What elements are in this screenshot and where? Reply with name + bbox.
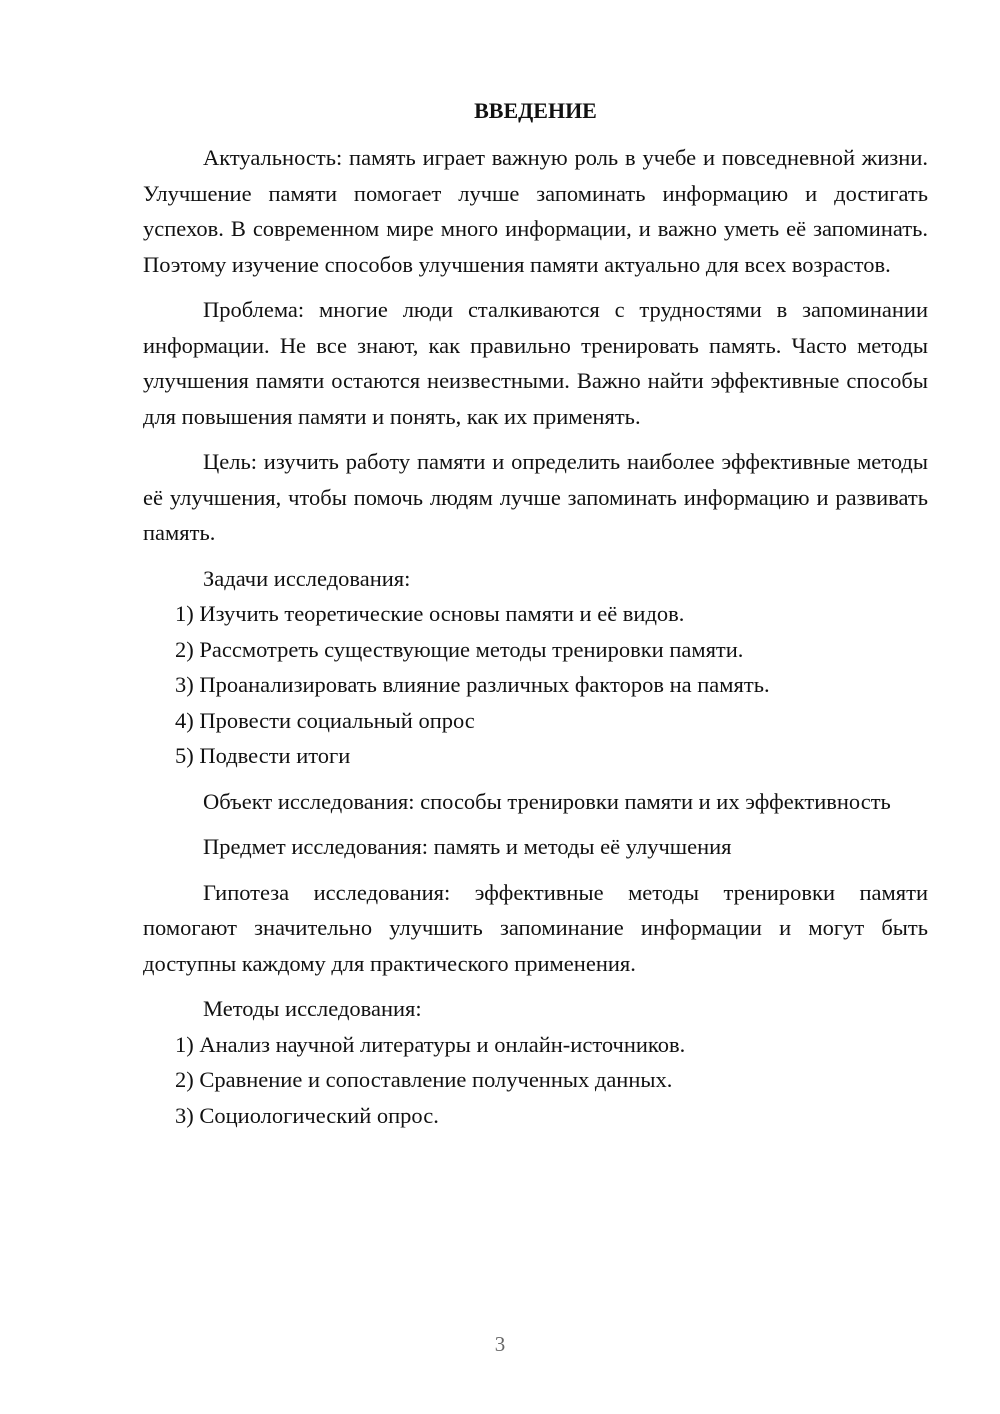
section-title: ВВЕДЕНИЕ [474, 98, 597, 123]
problem-paragraph: Проблема: многие люди сталкиваются с трудностями в запоминании информации. Не все знают, как правильно тренировать память. Часто методы улучшения памяти остаются неизвестными. Важно найти эффективные способы для повышения памяти и понять, как их применять. [143, 297, 928, 429]
methods-heading: Методы исследования: [203, 996, 422, 1021]
object-paragraph: Объект исследования: способы тренировки памяти и их эффективность [203, 788, 891, 814]
task-item: 3) Проанализировать влияние различных факторов на память. [175, 672, 770, 697]
task-item: 4) Провести социальный опрос [175, 707, 475, 733]
task-item: 5) Подвести итоги [175, 743, 351, 768]
tasks-heading: Задачи исследования: [203, 565, 411, 591]
method-item: 1) Анализ научной литературы и онлайн-источников. [175, 1031, 686, 1057]
task-item: 2) Рассмотреть существующие методы тренировки памяти. [175, 636, 744, 662]
method-item: 3) Социологический опрос. [175, 1102, 439, 1128]
page-number: 3 [494, 1332, 506, 1356]
hypothesis-paragraph: Гипотеза исследования: эффективные методы тренировки памяти помогают значительно улучшить запоминание информации и могут быть доступны каждому для практического применения. [143, 879, 928, 976]
subject-paragraph: Предмет исследования: память и методы её улучшения [203, 834, 732, 859]
goal-paragraph: Цель: изучить работу памяти и определить наиболее эффективные методы её улучшения, чтобы помочь людям лучше запоминать информацию и развивать память. [143, 449, 928, 545]
method-item: 2) Сравнение и сопоставление полученных данных. [175, 1067, 673, 1092]
page-content [143, 93, 928, 1133]
task-item: 1) Изучить теоретические основы памяти и её видов. [175, 601, 685, 626]
relevance-paragraph: Актуальность: память играет важную роль в учебе и повседневной жизни. Улучшение памяти помогает лучше запоминать информацию и достигать успехов. В современном мире много информации, и важно уметь её запоминать. Поэтому изучение способов улучшения памяти актуально для всех возрастов. [143, 145, 928, 277]
